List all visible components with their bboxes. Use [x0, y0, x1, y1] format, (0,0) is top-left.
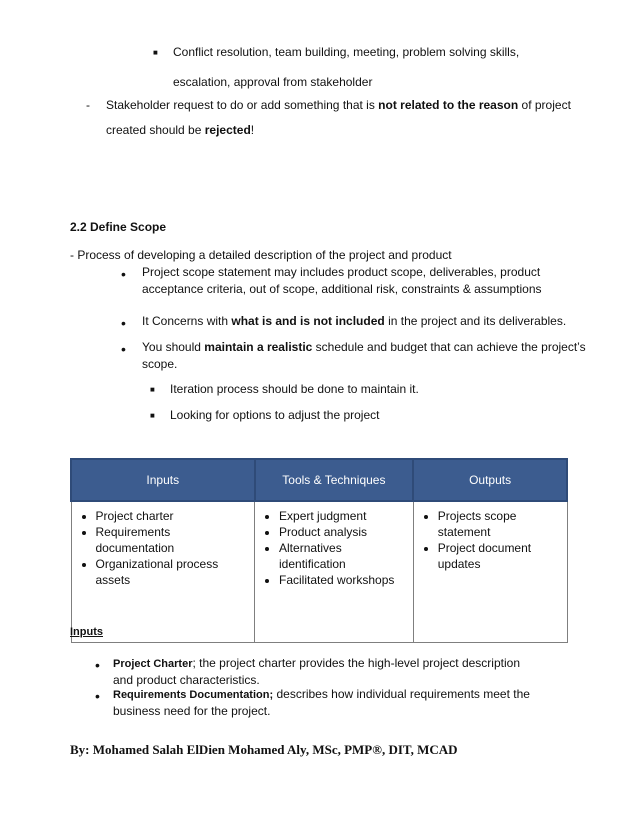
- requirements-desc: describes how individual requirements meet the business need for the project.: [113, 687, 530, 718]
- rejected-pre: created should be: [106, 123, 205, 137]
- list-item: • Product analysis: [279, 524, 409, 540]
- table-header-row: [71, 459, 567, 501]
- stakeholder-text-post: of project: [518, 98, 571, 112]
- list-item: • Organizational process assets: [96, 556, 251, 588]
- inputs-cell: [71, 501, 255, 643]
- inputs-heading: Inputs: [70, 626, 103, 638]
- square-bullet-icon: ■: [153, 48, 158, 57]
- sub-bullet-line1: Conflict resolution, team building, meeting, problem solving skills,: [173, 45, 520, 59]
- bullet3-bold: maintain a realistic: [204, 340, 313, 354]
- input-item-requirements: [113, 686, 553, 719]
- sub-bullet-options: Looking for options to adjust the project: [170, 408, 380, 422]
- list-item: • Expert judgment: [279, 508, 409, 524]
- list-item: • Requirements documentation: [96, 524, 251, 556]
- list-item: • Project document updates: [438, 540, 563, 572]
- section-description: [70, 248, 452, 262]
- page-footer: By: Mohamed Salah ElDien Mohamed Aly, MSc, PMP®, DIT, MCAD: [70, 742, 458, 757]
- rejected-post: !: [250, 123, 255, 137]
- bullet3-post: schedule and budget that can achieve the project’s: [312, 340, 586, 354]
- list-item: • Alternatives identification: [279, 540, 409, 572]
- stakeholder-line2: [106, 123, 254, 137]
- rejected-bold: rejected: [204, 123, 251, 137]
- bullet3-line2: scope.: [142, 357, 178, 371]
- bullet2-post: in the project and its deliverables.: [384, 314, 567, 328]
- section-title: 2.2 Define Scope: [70, 220, 167, 234]
- bullet-icon: •: [121, 266, 126, 282]
- list-item: • Project charter: [96, 508, 251, 524]
- stakeholder-line1: [106, 98, 571, 112]
- list-item: • Facilitated workshops: [279, 572, 409, 588]
- bullet3-pre: You should: [142, 340, 205, 354]
- tools-cell: [255, 501, 414, 643]
- bullet-icon: •: [95, 657, 100, 673]
- bullet2-pre: It Concerns with: [142, 314, 232, 328]
- sub-bullet-iteration: Iteration process should be done to maintain it.: [170, 382, 419, 396]
- stakeholder-text: Stakeholder request to do or add something that is: [106, 98, 379, 112]
- bullet3-line1: [142, 340, 586, 354]
- stakeholder-bold: not related to the reason: [378, 98, 519, 112]
- table-row: [71, 501, 567, 643]
- desc-dash: -: [70, 248, 74, 262]
- bullet2: [142, 314, 566, 328]
- square-bullet-icon: ■: [150, 385, 155, 394]
- project-charter-desc: ; the project charter provides the high-level project description and product characteristics.: [113, 656, 520, 687]
- header-outputs: Outputs: [413, 459, 567, 501]
- bullet-icon: •: [121, 315, 126, 331]
- bullet2-bold: what is and is not included: [231, 314, 385, 328]
- outputs-cell: [413, 501, 567, 643]
- header-inputs: Inputs: [71, 459, 255, 501]
- dash-marker: -: [86, 98, 90, 112]
- input-item-project-charter: [113, 655, 543, 688]
- desc-text: Process of developing a detailed description of the project and product: [74, 248, 452, 262]
- bullet1-line2: acceptance criteria, out of scope, additional risk, constraints & assumptions: [142, 282, 542, 296]
- project-charter-label: Project Charter: [113, 658, 193, 670]
- bullet1-line1: Project scope statement may includes product scope, deliverables, product: [142, 265, 541, 279]
- header-tools: Tools & Techniques: [255, 459, 414, 501]
- itto-table: [70, 458, 568, 643]
- bullet-icon: •: [95, 688, 100, 704]
- square-bullet-icon: ■: [150, 411, 155, 420]
- bullet-icon: •: [121, 341, 126, 357]
- list-item: • Projects scope statement: [438, 508, 563, 540]
- sub-bullet-line2: escalation, approval from stakeholder: [173, 75, 373, 89]
- requirements-label: Requirements Documentation;: [113, 689, 274, 701]
